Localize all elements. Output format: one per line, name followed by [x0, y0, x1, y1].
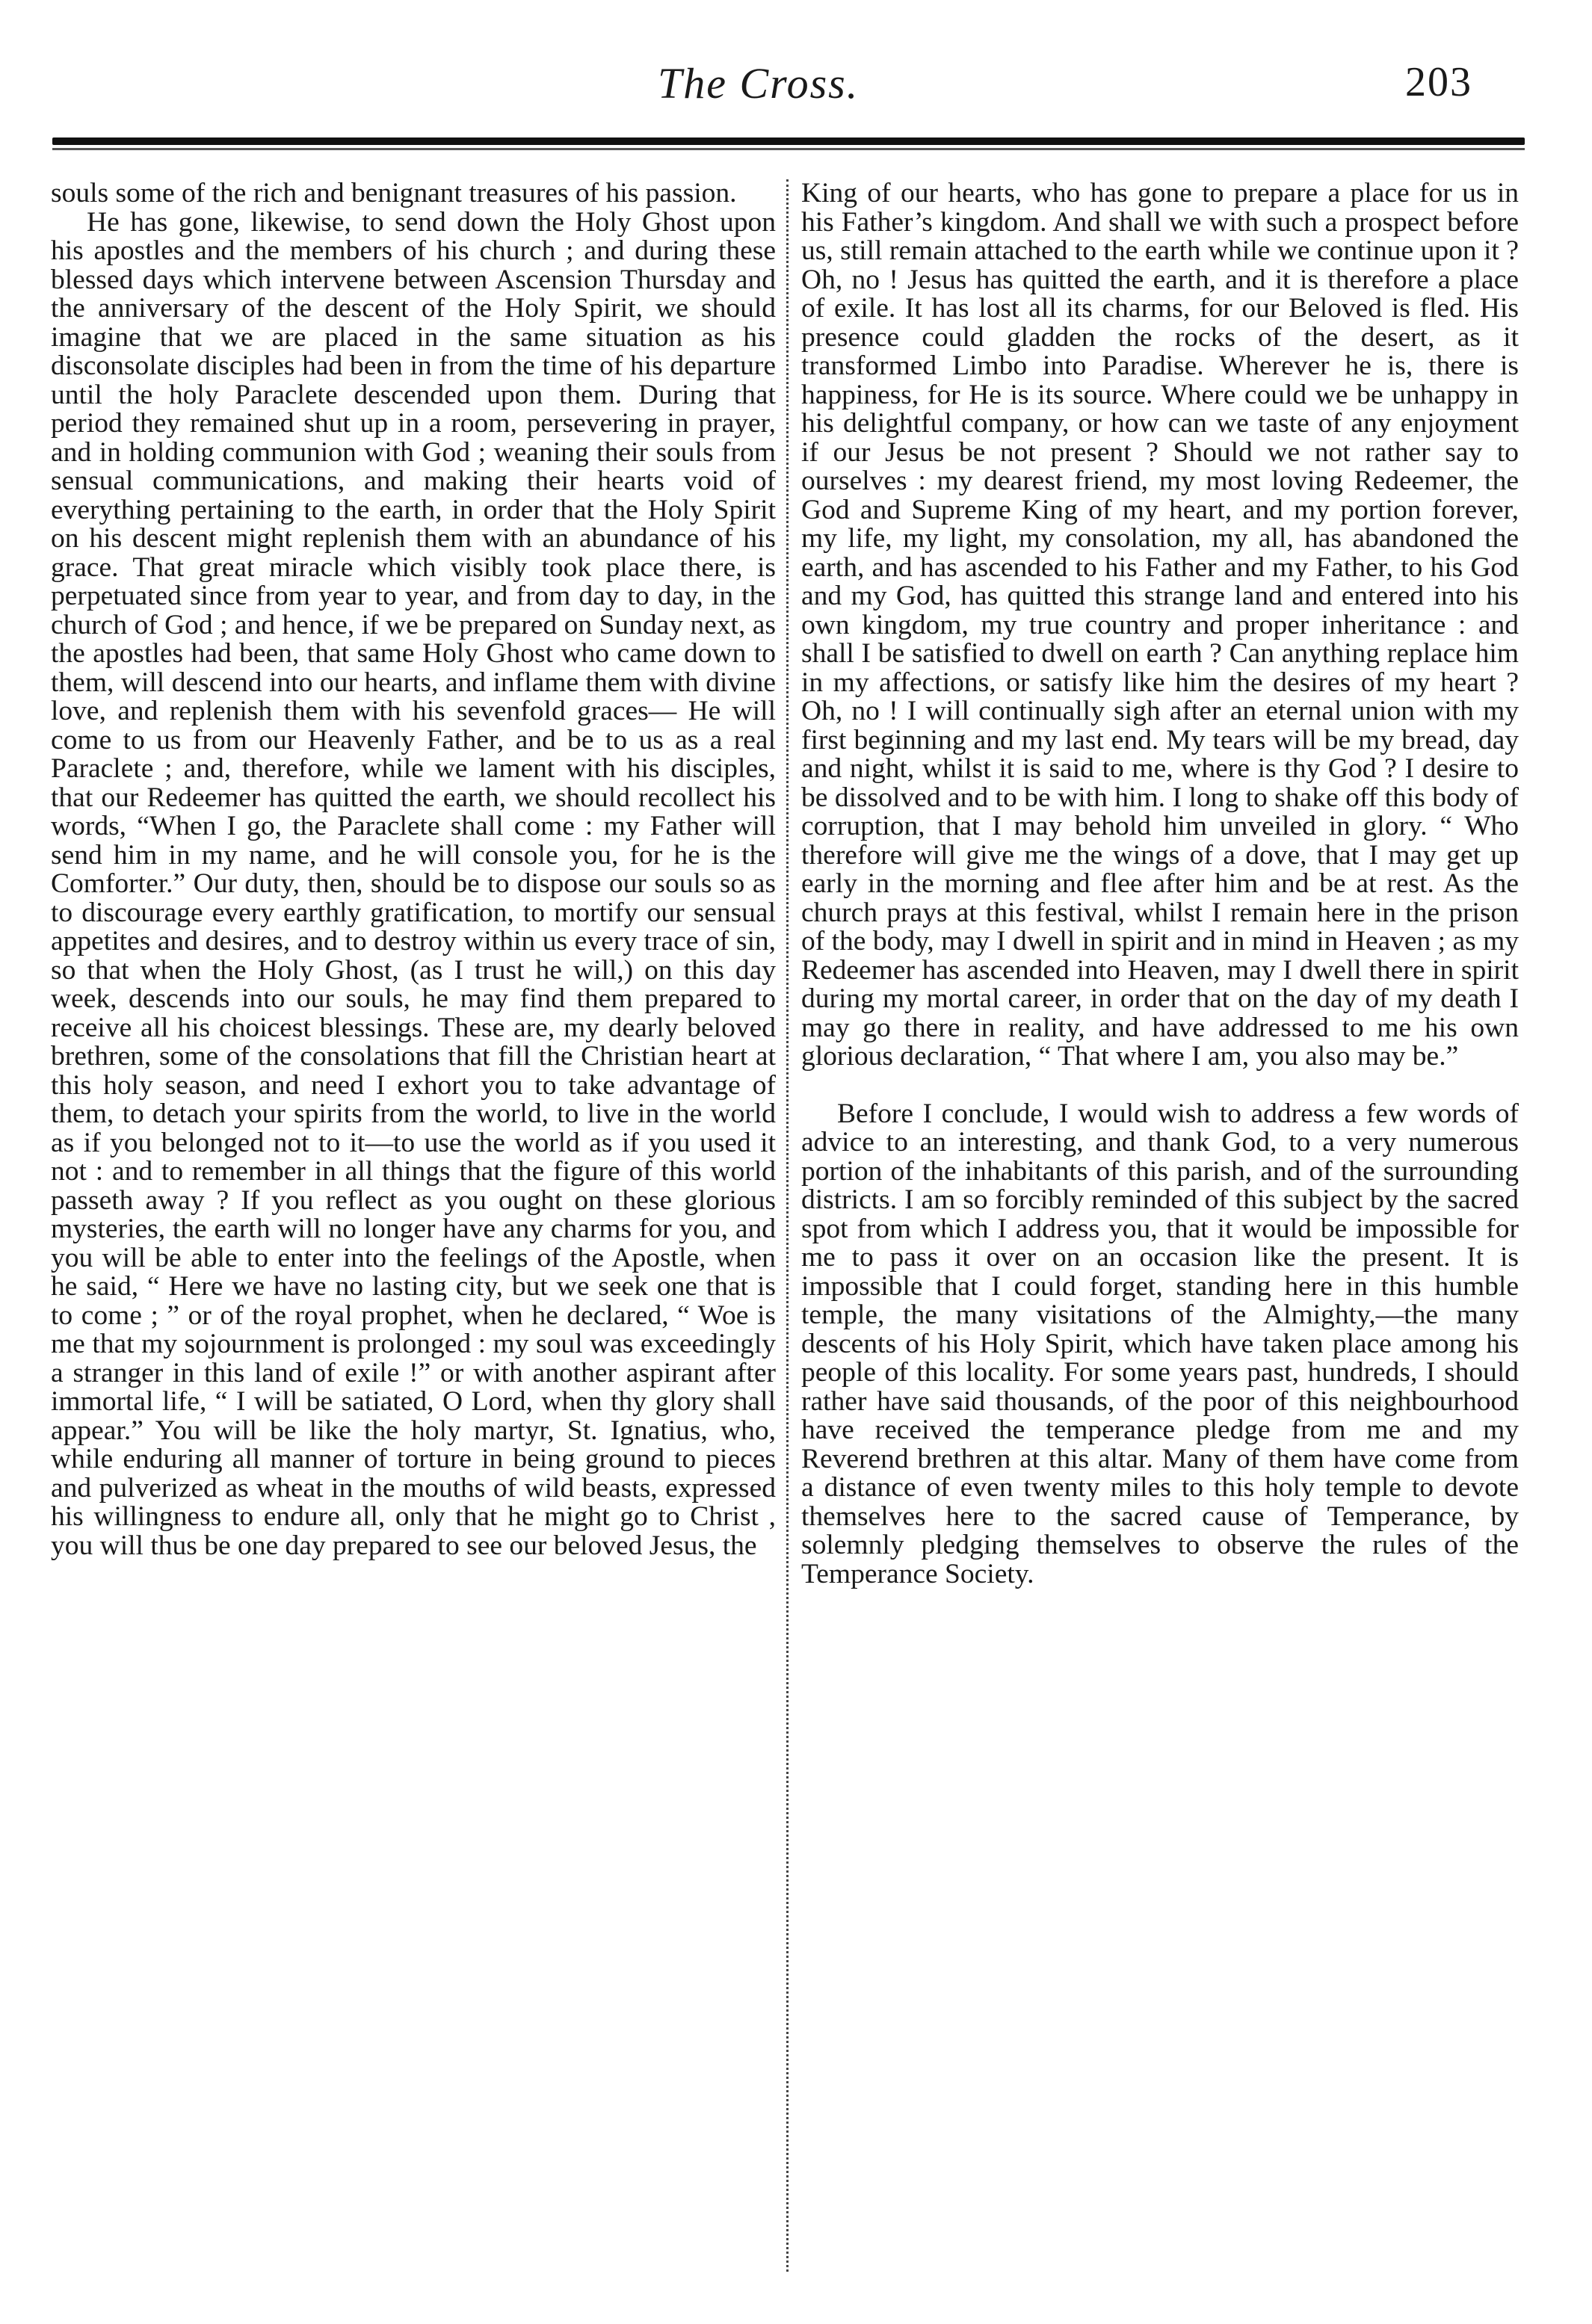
right-paragraph-1: King of our hearts, who has gone to prepare a place for us in his Father’s kingdom. And shall we with such a prospect before us, still remain attached to the earth while we continue upon it ? Oh, no ! Jesus has quitted the earth, and it is therefore a place of exile. It has lost all its charms, for our Beloved is fled. His presence could gladden the rocks of the desert, as it transformed Limbo into Paradise. Wherever he is, there is happiness, for He is its source. Where could we be unhappy in his delightful company, or how can we taste of any enjoyment if our Jesus be not present ? Should we not rather say to ourselves : my dearest friend, my most loving Redeemer, the God and Supreme King of my heart, and my portion forever, my life, my light, my consolation, my all, has abandoned the earth, and has ascended to his Father and my Father, to his God and my God, has quitted this strange land and entered into his own kingdom, my true country and proper inheritance : and shall I be satisfied to dwell on earth ? Can anything replace him in my affections, or satisfy like him the desires of my heart ? Oh, no ! I will continually sigh after an eternal union with my first beginning and my last end. My tears will be my bread, day and night, whilst it is said to me, where is thy God ? I desire to be dissolved and to be with him. I long to shake off this body of corruption, that I may behold him unveiled in glory. “ Who therefore will give me the wings of a dove, that I may get up early in the morning and flee after him and be at rest. As the church prays at this festival, whilst I remain here in the prison of the body, may I dwell in spirit and in mind in Heaven ; as my Redeemer has ascended into Heaven, may I dwell there in spirit during my mortal career, in order that on the day of my death I may go there in reality, and have addressed to me his own glorious declaration, “ That where I am, you also may be.”: [801, 179, 1519, 1072]
right-paragraph-2: Before I conclude, I would wish to address a few words of advice to an interesting, and thank God, to a very numerous portion of the inhabitants of this parish, and of the surrounding districts. I am so forcibly reminded of this subject by the sacred spot from which I address you, that it would be impossible for me to pass it over on an occasion like the present. It is impossible that I could forget, standing here in this humble temple, the many visitations of the Almighty,—the many descents of his Holy Spirit, which have taken place among his people of this locality. For some years past, hundreds, I should rather have said thousands, of the poor of this neighbourhood have received the temperance pledge from me and my Reverend brethren at this altar. Many of them have come from a distance of even twenty miles to this holy temple to devote themselves here to the sacred cause of Temperance, by solemnly pledging themselves to observe the rules of the Temperance Society.: [801, 1098, 1519, 1589]
page-number: 203: [1405, 59, 1472, 105]
left-column: [51, 179, 776, 2294]
running-header: [0, 58, 1592, 118]
right-column: [801, 179, 1519, 2294]
header-rule: [52, 137, 1525, 145]
header-title: The Cross.: [658, 59, 860, 108]
header-rule-thin: [52, 148, 1525, 150]
column-divider: [786, 179, 790, 2272]
left-paragraph-2: He has gone, likewise, to send down the Holy Ghost upon his apostles and the members of his church ; and during these blessed days which intervene between Ascension Thursday and the anniversary of the descent of the Holy Spirit, we should imagine that we are placed in the same situation as his disconsolate disciples had been in from the time of his departure until the holy Paraclete descended upon them. During that period they remained shut up in a room, persevering in prayer, and in holding communion with God ; weaning their souls from sensual communications, and making their hearts void of everything pertaining to the earth, in order that the Holy Spirit on his descent might replenish them with an abundance of his grace. That great miracle which visibly took place there, is perpetuated since from year to year, and from day to day, in the church of God ; and hence, if we be prepared on Sunday next, as the apostles had been, that same Holy Ghost who came down to them, will descend into our hearts, and inflame them with divine love, and replenish them with his sevenfold graces— He will come to us from our Heavenly Father, and be to us as a real Paraclete ; and, therefore, while we lament with his disciples, that our Redeemer has quitted the earth, we should recollect his words, “When I go, the Paraclete shall come : my Father will send him in my name, and he will console you, for he is the Comforter.” Our duty, then, should be to dispose our souls so as to discourage every earthly gratification, to mortify our sensual appetites and desires, and to destroy within us every trace of sin, so that when the Holy Ghost, (as I trust he will,) on this day week, descends into our souls, he may find them prepared to receive all his choicest blessings. These are, my dearly beloved brethren, some of the consolations that fill the Christian heart at this holy season, and need I exhort you to take advantage of them, to detach your spirits from the world, to live in the world as if you belonged not to it—to use the world as if you used it not : and to remember in all things that the figure of this world passeth away ? If you reflect as you ought on these glorious mysteries, the earth will no longer have any charms for you, and you will be able to enter into the feelings of the Apostle, when he said, “ Here we have no lasting city, but we seek one that is to come ; ” or of the royal prophet, when he declared, “ Woe is me that my sojournment is prolonged : my soul was exceedingly a stranger in this land of exile !” or with another aspirant after immortal life, “ I will be satiated, O Lord, when thy glory shall appear.” You will be like the holy martyr, St. Ignatius, who, while enduring all manner of torture in being ground to pieces and pulverized as wheat in the mouths of wild beasts, expressed his willingness to endure all, only that he might go to Christ , you will thus be one day prepared to see our beloved Jesus, the: [51, 206, 776, 1561]
left-paragraph-1: souls some of the rich and benignant treasures of his passion.: [51, 179, 737, 208]
